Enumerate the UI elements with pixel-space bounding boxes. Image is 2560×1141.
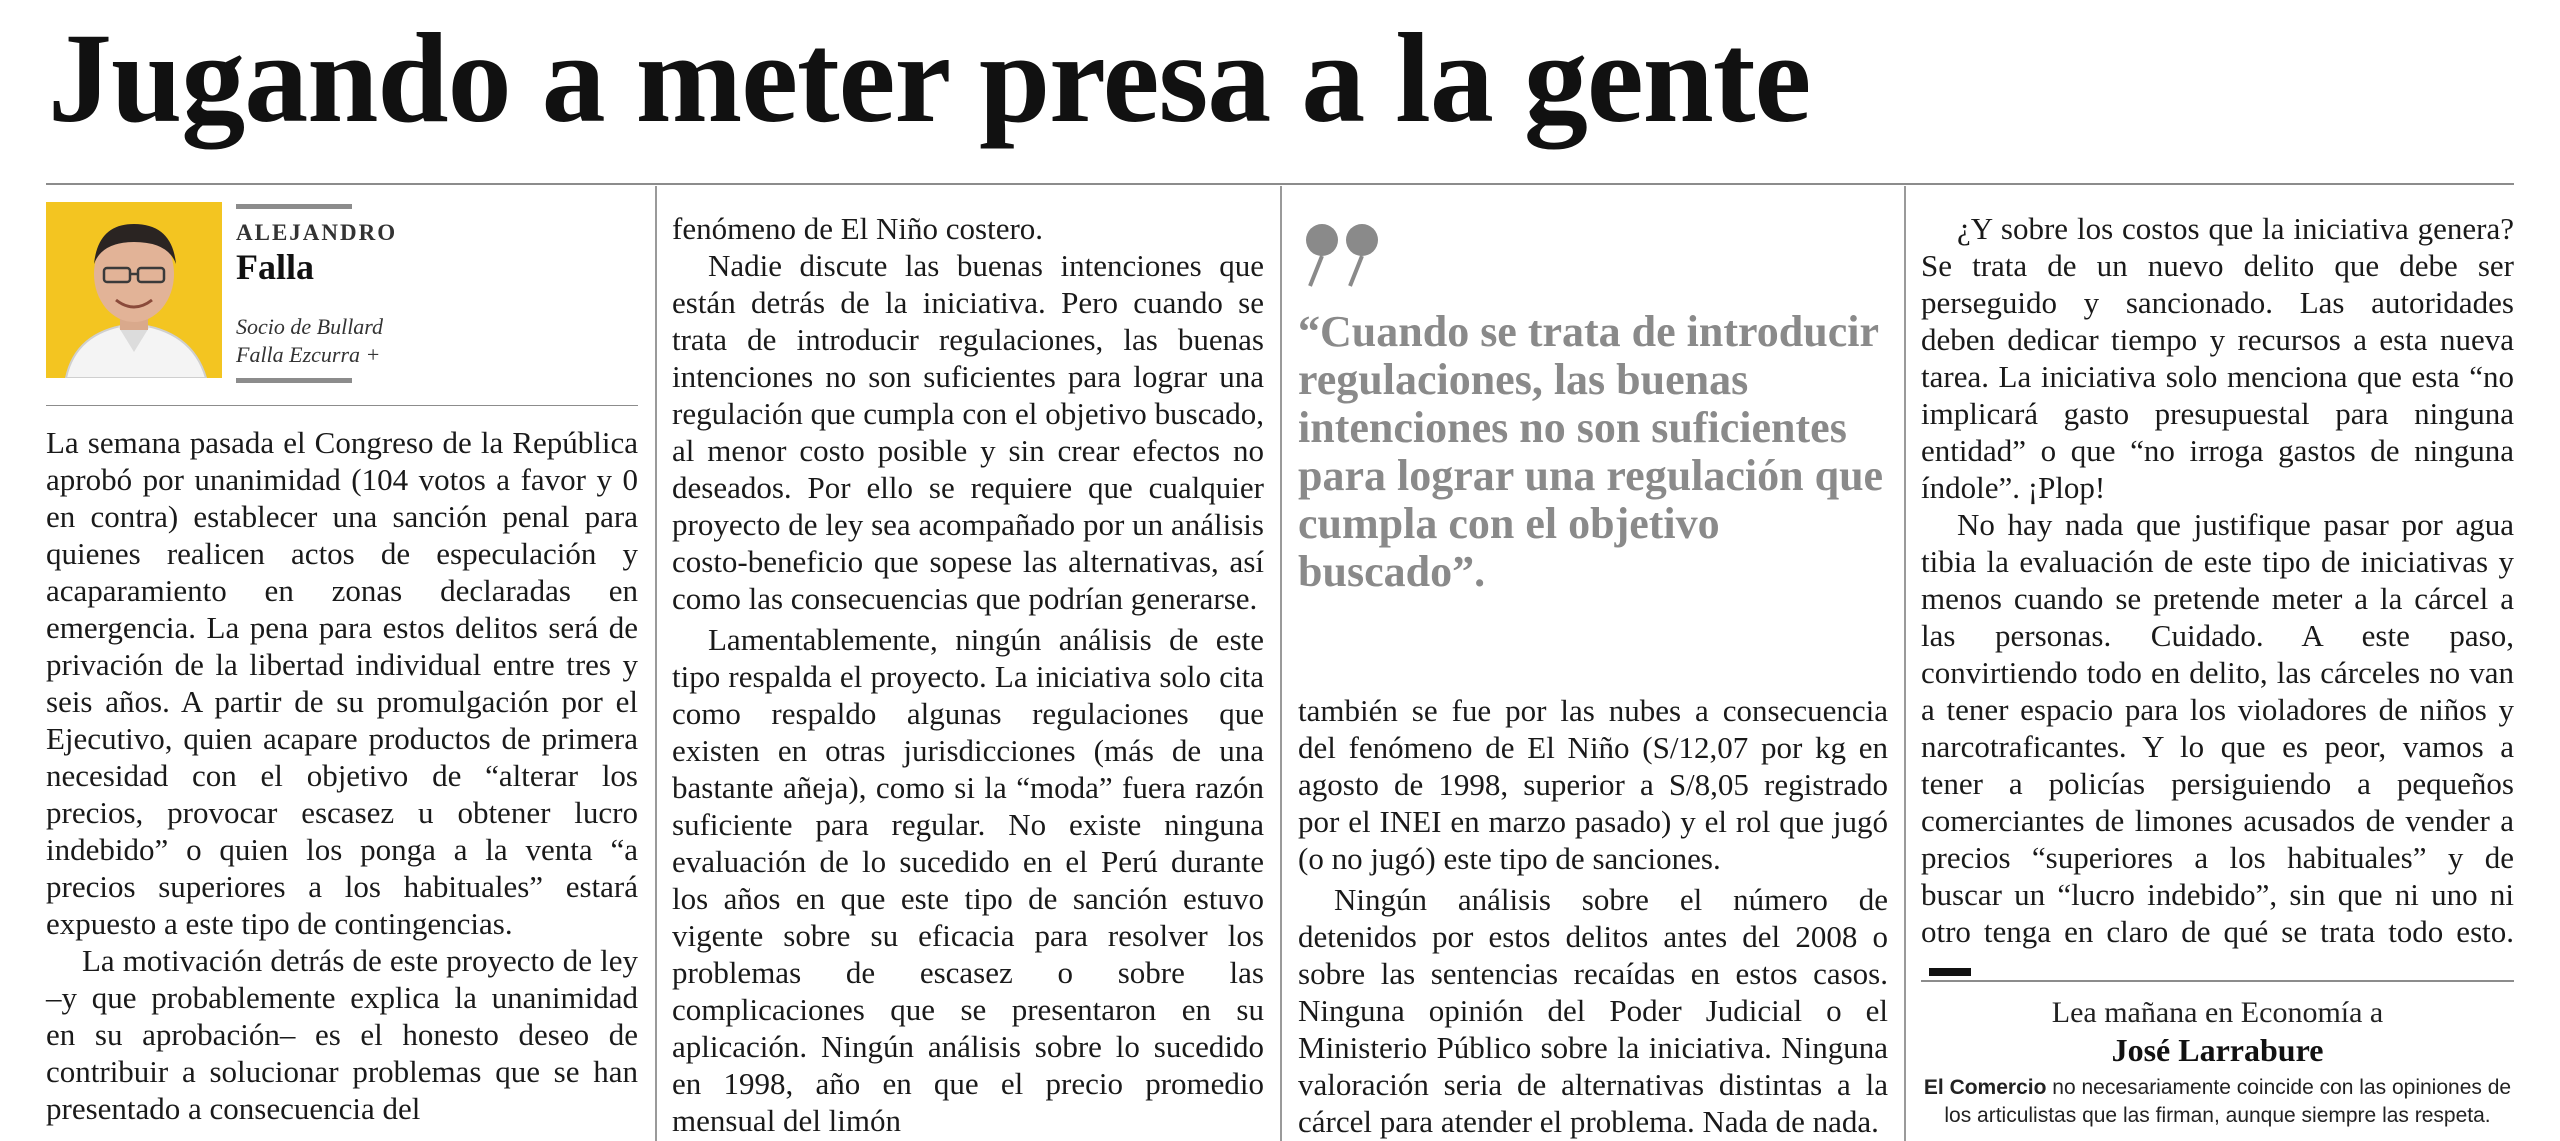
- quote-mark-icon: [1304, 214, 1404, 294]
- newspaper-name: El Comercio: [1923, 1076, 2047, 1099]
- end-of-article-icon: [1929, 968, 1971, 976]
- column-divider: [655, 186, 657, 1141]
- author-photo: [46, 202, 222, 378]
- article-column-3: [1298, 692, 1888, 1140]
- author-first-name: ALEJANDRO: [236, 220, 398, 245]
- author-role-line-2: Falla Ezcurra +: [236, 342, 381, 367]
- column-divider: [1280, 186, 1282, 1141]
- author-portrait-icon: [46, 202, 222, 378]
- article-paragraph: Ningún análisis sobre el número de detenidos por estos delitos antes del 2008 o sobre las sentencias recaídas en estos casos. Ninguna opinión del Poder Judicial o el Ministerio Público sobre la iniciativa. Ninguna valoración seria de alternativas distintas a la cárcel para atender el problema. Nada de nada.: [1298, 882, 1888, 1139]
- article-paragraph-text: No hay nada que justifique pasar por agua tibia la evaluación de este tipo de iniciativas y menos cuando se pretende meter a la cárcel a las personas. Cuidado. A este paso, convirtiendo todo en delito, las cárceles no van a tener espacio para los violadores de niños y narcotraficantes. Y lo que es peor, vamos a tener a policías persiguiendo a pequeños comerciantes de limones acusados de vender a precios “superiores a los habituales” y de buscar un “lucro indebido”, sin que ni uno ni otro tenga en claro de qué se trata todo esto.: [1921, 507, 2514, 949]
- footer-next-author: José Larrabure: [2111, 1032, 2324, 1068]
- article-paragraph: también se fue por las nubes a consecuencia del fenómeno de El Niño (S/12,07 por kg en agosto de 1998, superior a S/8,05 registrado por el INEI en marzo pasado) y el rol que jugó (o no jugó) este tipo de sanciones.: [1298, 693, 1888, 876]
- top-divider: [46, 183, 2514, 185]
- disclaimer-text: no necesariamente coincide con las opiniones de los articulistas que las firman, aunque siempre las respeta.: [1944, 1076, 2512, 1127]
- article-column-1: [46, 424, 638, 1127]
- article-paragraph: Nadie discute las buenas intenciones que están detrás de la iniciativa. Pero cuando se trata de introducir regulaciones, las buenas intenciones no son suficientes para lograr una regulación que cumpla con el objetivo buscado, al menor costo posible y sin crear efectos no deseados. Por ello se requiere que cualquier proyecto de ley sea acompañado por un análisis costo-beneficio que sopese las alternativas, así como las consecuencias que podrían generarse.: [672, 248, 1264, 616]
- author-rule: [236, 204, 352, 209]
- pull-quote: “Cuando se trata de introducir regulaciones, las buenas intenciones no son suficientes para lograr una regulación que cumpla con el objetivo buscado”.: [1298, 307, 1884, 596]
- article-paragraph: Lamentablemente, ningún análisis de este tipo respalda el proyecto. La iniciativa solo cita como respaldo algunas regulaciones que existen en otras jurisdicciones (más de una bastante añeja), como si la “moda” fuera razón suficiente para regular. No existe ninguna evaluación de lo sucedido en el Perú durante los años en que este tipo de sanción estuvo vigente sobre su eficacia para resolver los problemas de escasez o sobre las complicaciones que se presentaron en su aplicación. Ningún análisis sobre lo sucedido en 1998, año en que el precio promedio mensual del limón: [672, 622, 1264, 1138]
- article-paragraph: ¿Y sobre los costos que la iniciativa genera? Se trata de un nuevo delito que debe ser perseguido y sancionado. Las autoridades deben dedicar tiempo y recursos a esta nueva tarea. La iniciativa solo menciona que esta “no implicará gasto presupuestal para ninguna entidad” o que “no irroga gastos de ninguna índole”. ¡Plop!: [1921, 211, 2514, 505]
- article-paragraph: La semana pasada el Congreso de la República aprobó por unanimidad (104 votos a favor y 0 en contra) establecer una sanción penal para quienes realicen actos de especulación y acaparamiento en zonas declaradas en emergencia. La pena para estos delitos será de privación de la libertad individual entre tres y seis años. A partir de su promulgación por el Ejecutivo, quien acapare productos de primera necesidad con el objetivo de “alterar los precios, provocar escasez u obtener lucro indebido” o quien los ponga a la venta “a precios superiores a los habituales” estará expuesto a este tipo de contingencias.: [46, 425, 638, 941]
- article-column-4: [1921, 210, 2514, 987]
- footer-lead: Lea mañana en Economía a: [2051, 996, 2384, 1029]
- headline: Jugando a meter presa a la gente: [48, 7, 1811, 149]
- article-column-2: [672, 210, 1264, 1139]
- article-paragraph: [1921, 506, 2514, 987]
- footer-disclaimer: [1921, 1074, 2514, 1130]
- author-divider: [46, 405, 638, 406]
- article-paragraph: fenómeno de El Niño costero.: [672, 211, 1044, 246]
- author-rule: [236, 378, 352, 383]
- author-role-line-1: Socio de Bullard: [236, 314, 384, 339]
- footer-divider: [1921, 980, 2514, 982]
- author-last-name: Falla: [236, 247, 314, 287]
- article-paragraph: La motivación detrás de este proyecto de ley –y que probablemente explica la unanimidad en su aprobación– es el honesto deseo de contribuir a solucionar problemas que se han presentado a consecuencia del: [46, 943, 638, 1126]
- column-divider: [1904, 186, 1906, 1141]
